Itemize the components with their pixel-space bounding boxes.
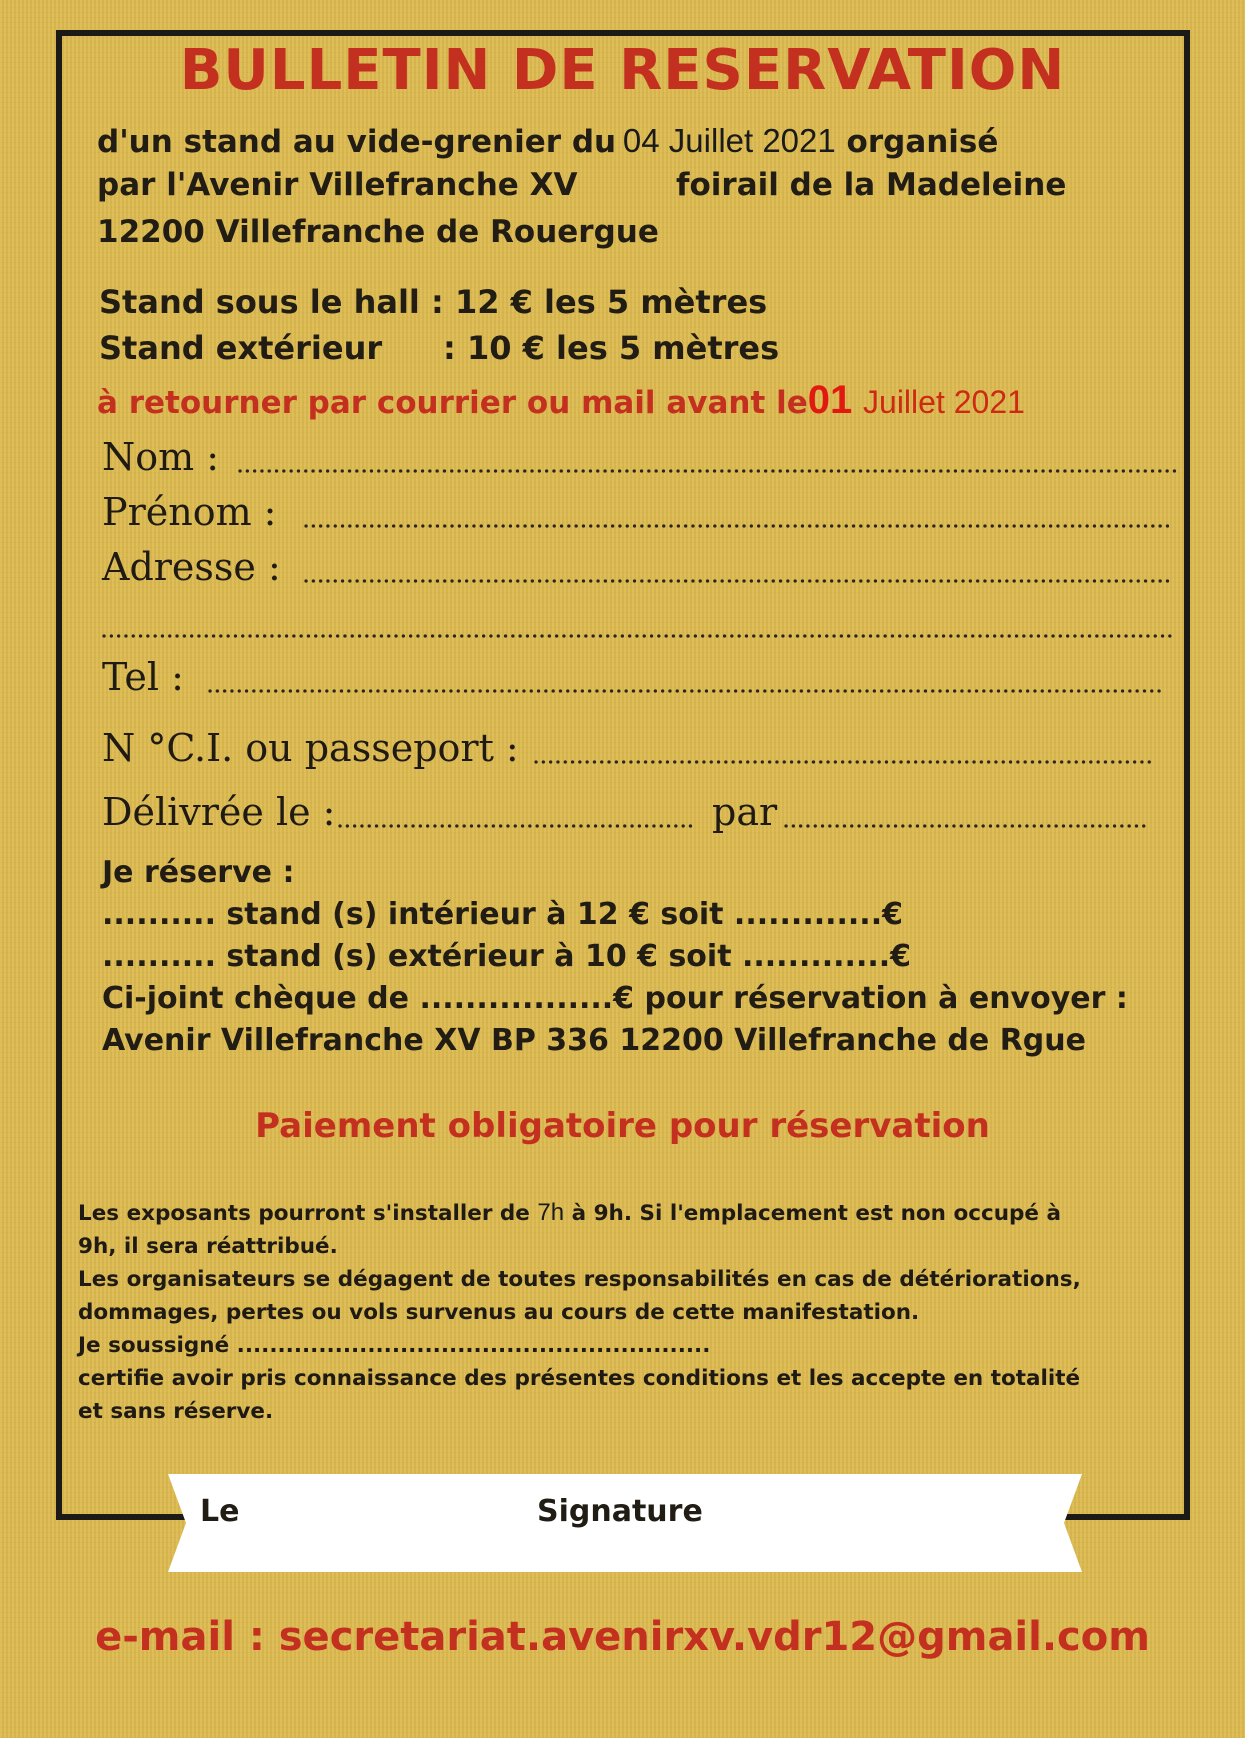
reserve-cheque: Ci-joint chèque de .................€ pour réservation à envoyer : (102, 981, 1128, 1016)
payment-notice: Paiement obligatoire pour réservation (255, 1106, 990, 1146)
intro-line-2-left: par l'Avenir Villefranche XV (97, 167, 578, 203)
ribbon-right-rule (1106, 1514, 1190, 1520)
intro-line-3: 12200 Villefranche de Rouergue (97, 214, 659, 250)
deadline-day: 01 (807, 378, 853, 422)
field-tel-label: Tel : (102, 655, 184, 699)
ribbon-left-rule (56, 1514, 140, 1520)
field-id-doc-label: N °C.I. ou passeport : (102, 726, 519, 770)
field-adresse-label: Adresse : (102, 545, 281, 589)
deadline-text: à retourner par courrier ou mail avant le (97, 385, 808, 421)
intro-line-2-right: foirail de la Madeleine (676, 167, 1067, 203)
intro-prefix: d'un stand au vide-grenier du (97, 124, 617, 160)
price-exterior-value: : 10 € les 5 mètres (443, 329, 780, 367)
terms-line-2: 9h, il sera réattribué. (78, 1234, 338, 1259)
page-title: BULLETIN DE RESERVATION (179, 38, 1066, 103)
terms-line-3: Les organisateurs se dégagent de toutes responsabilités en cas de détériorations, (78, 1267, 1081, 1292)
terms-line-4: dommages, pertes ou vols survenus au cours de cette manifestation. (78, 1300, 920, 1325)
terms-time: 7h (537, 1199, 565, 1226)
reserve-interior: .......... stand (s) intérieur à 12 € soit .............€ (102, 897, 903, 932)
signature-label: Signature (537, 1494, 703, 1529)
reserve-exterior: .......... stand (s) extérieur à 10 € soit .............€ (102, 939, 912, 974)
signature-le: Le (200, 1494, 240, 1529)
price-hall: Stand sous le hall : 12 € les 5 mètres (99, 283, 768, 321)
reserve-heading: Je réserve : (102, 855, 295, 890)
intro-suffix: organisé (846, 124, 999, 160)
terms-line-1a: Les exposants pourront s'installer de (78, 1201, 530, 1226)
price-exterior-label: Stand extérieur (99, 329, 383, 367)
field-nom-label: Nom : (102, 435, 220, 479)
deadline-month: Juillet 2021 (863, 384, 1025, 420)
event-date: 04 Juillet 2021 (622, 122, 836, 159)
terms-line-5: Je soussigné .......................................................... (78, 1333, 711, 1358)
field-par-label: par (712, 790, 778, 834)
field-prenom-label: Prénom : (102, 490, 277, 534)
contact-email: e-mail : secretariat.avenirxv.vdr12@gmail.com (95, 1614, 1150, 1660)
field-delivree-label: Délivrée le : (102, 790, 336, 834)
terms-line-6: certifie avoir pris connaissance des présentes conditions et les accepte en totalité (78, 1366, 1081, 1391)
terms-line-1b: à 9h. Si l'emplacement est non occupé à (571, 1201, 1061, 1226)
reserve-address: Avenir Villefranche XV BP 336 12200 Villefranche de Rgue (102, 1023, 1086, 1058)
terms-line-7: et sans réserve. (78, 1399, 274, 1424)
